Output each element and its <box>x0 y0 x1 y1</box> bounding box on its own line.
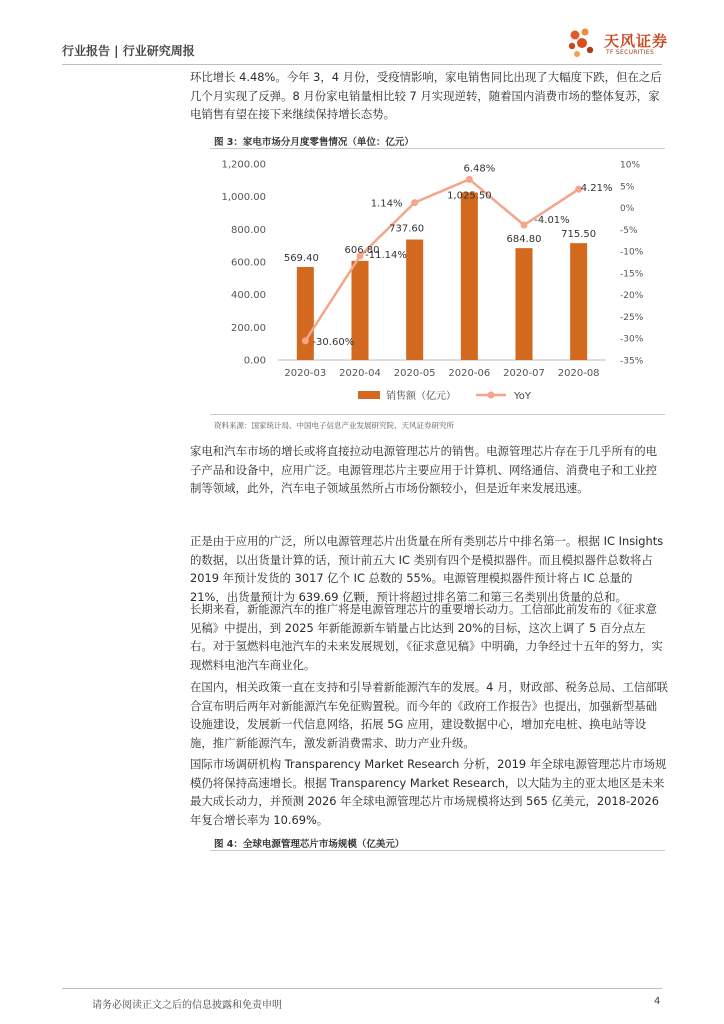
figure-4-top-rule <box>210 850 665 851</box>
yoy-data-label: 6.48% <box>463 163 496 175</box>
report-category: 行业报告 | 行业研究周报 <box>62 44 195 58</box>
y2-tick-label: 10% <box>620 160 641 171</box>
y2-tick-label: -5% <box>620 225 638 236</box>
yoy-point-2020-05 <box>411 199 418 206</box>
y2-tick-label: -35% <box>620 356 644 367</box>
yoy-point-2020-07 <box>521 222 528 229</box>
y2-tick-label: -25% <box>620 312 644 323</box>
bar-data-label: 1,025.50 <box>447 190 492 202</box>
x-tick-label: 2020-03 <box>284 368 327 379</box>
bar-data-label: 606.80 <box>344 244 380 256</box>
y2-tick-label: -30% <box>620 334 644 345</box>
bar-data-label: 715.50 <box>561 229 597 241</box>
figure-3-source: 资料来源：国家统计局、中国电子信息产业发展研究院、天风证券研究所 <box>214 421 454 430</box>
bar-2020-05 <box>406 240 423 360</box>
y-tick-label: 800.00 <box>231 224 266 236</box>
logo-subtitle: TF SECURITIES <box>606 49 655 56</box>
legend-bar-swatch <box>358 391 380 399</box>
paragraph-5: 国际市场调研机构 Transparency Market Research 分析，2019 年全球电源管理芯片市场规模仍将保持高速增长。根据 Transparency Market Research，以大陆为主的亚太地区是未来最大成长动力，并预测 2026 年全球电源管理芯片市场规模将达到 565 亿美元，2018-2026 年复合增长率为 10.69%。 <box>190 757 667 827</box>
paragraph-0: 环比增长 4.48%。今年 3，4 月份，受疫情影响，家电销售同比出现了大幅度下跌，但在之后几个月实现了反弹。8 月份家电销量相比较 7 月实现逆转，随着国内消费市场的整体复苏，家电销售有望在接下来继续保持增长态势。 <box>190 70 662 121</box>
yoy-data-label: -4.01% <box>534 215 570 227</box>
x-tick-label: 2020-07 <box>503 368 545 379</box>
legend-bar-label: 销售额（亿元） <box>386 391 456 402</box>
y-tick-label: 400.00 <box>231 290 266 302</box>
y2-tick-label: -20% <box>620 291 644 302</box>
paragraph-1: 家电和汽车市场的增长或将直接拉动电源管理芯片的销售。电源管理芯片存在于几乎所有的电子产品和设备中，应用广泛。电源管理芯片主要应用于计算机、网络通信、消费电子和工业控制等领域，此外，汽车电子领域虽然所占市场份额较小，但是近年来发展迅速。 <box>190 444 658 495</box>
footer-disclaimer: 请务必阅读正文之后的信息披露和免责申明 <box>92 1000 282 1011</box>
yoy-point-2020-03 <box>302 337 309 344</box>
bar-2020-07 <box>516 248 533 360</box>
legend-line-label: YoY <box>514 391 532 402</box>
paragraph-3: 长期来看，新能源汽车的推广将是电源管理芯片的重要增长动力。工信部此前发布的《征求意见稿》中提出，到 2025 年新能源新车销量占比达到 20%的目标，这次上调了 5 百分点左右。对于氢燃料电池汽车的未来发展规划，《征求意见稿》中明确，力争经过十五年的努力，实现燃料电池汽车商业化。 <box>190 602 663 672</box>
y-tick-label: 200.00 <box>231 322 266 334</box>
retail-sales-chart <box>208 152 668 414</box>
y2-tick-label: -10% <box>620 247 644 258</box>
x-tick-label: 2020-04 <box>339 368 381 379</box>
logo-mark-icon <box>566 26 600 60</box>
logo-name: 天风证券 <box>604 32 669 50</box>
legend-line-marker <box>488 392 495 399</box>
yoy-data-label: 1.14% <box>370 198 403 210</box>
bar-2020-03 <box>297 267 314 360</box>
figure-3-title: 图 3：家电市场分月度零售情况（单位：亿元） <box>214 137 414 148</box>
bar-data-label: 569.40 <box>283 252 319 264</box>
brand-logo <box>566 24 676 64</box>
bar-data-label: 684.80 <box>506 234 542 246</box>
yoy-data-label: -11.14% <box>365 250 407 262</box>
paragraph-4: 在国内，相关政策一直在支持和引导着新能源汽车的发展。4 月，财政部、税务总局、工信部联合宣布明后两年对新能源汽车免征购置税。而今年的《政府工作报告》也提出，加强新型基础设施建设，发展新一代信息网络，拓展 5G 应用，建设数据中心，增加充电桩、换电站等设施，推广新能源汽车，激发新消费需求、助力产业升级。 <box>190 680 668 750</box>
yoy-point-2020-06 <box>466 176 473 183</box>
yoy-data-label: 4.21% <box>580 183 613 195</box>
x-tick-label: 2020-06 <box>448 368 491 379</box>
y-tick-label: 600.00 <box>231 257 266 269</box>
bar-2020-06 <box>461 193 478 360</box>
y2-tick-label: 5% <box>620 182 635 193</box>
page-number: 4 <box>654 996 661 1007</box>
footer-divider <box>62 988 662 989</box>
y-tick-label: 0.00 <box>243 355 266 367</box>
bar-data-label: 737.60 <box>389 223 425 235</box>
y-tick-label: 1,200.00 <box>221 159 266 171</box>
figure-4-title: 图 4：全球电源管理芯片市场规模（亿美元） <box>214 839 405 850</box>
x-tick-label: 2020-05 <box>393 368 436 379</box>
header-divider <box>62 64 662 65</box>
y2-tick-label: 0% <box>620 204 635 215</box>
yoy-data-label: -30.60% <box>312 336 355 348</box>
yoy-line <box>305 179 578 341</box>
figure-3-top-rule <box>210 148 665 149</box>
x-tick-label: 2020-08 <box>557 368 600 379</box>
figure-3-bottom-rule <box>210 414 665 415</box>
y2-tick-label: -15% <box>620 269 644 280</box>
y-tick-label: 1,000.00 <box>221 192 266 204</box>
paragraph-2: 正是由于应用的广泛，所以电源管理芯片出货量在所有类别芯片中排名第一。根据 IC Insights 的数据，以出货量计算的话，预计前五大 IC 类别有四个是模拟器件。而且模拟器件总数将占 2019 年预计发货的 3017 亿个 IC 总数的 55%。电源管理模拟器件预计将占 IC 总量的 21%，出货量预计为 639.69 亿颗，预计将超过排名第二和第三名类别出货量的总和。 <box>190 534 664 604</box>
bar-2020-08 <box>570 243 587 360</box>
